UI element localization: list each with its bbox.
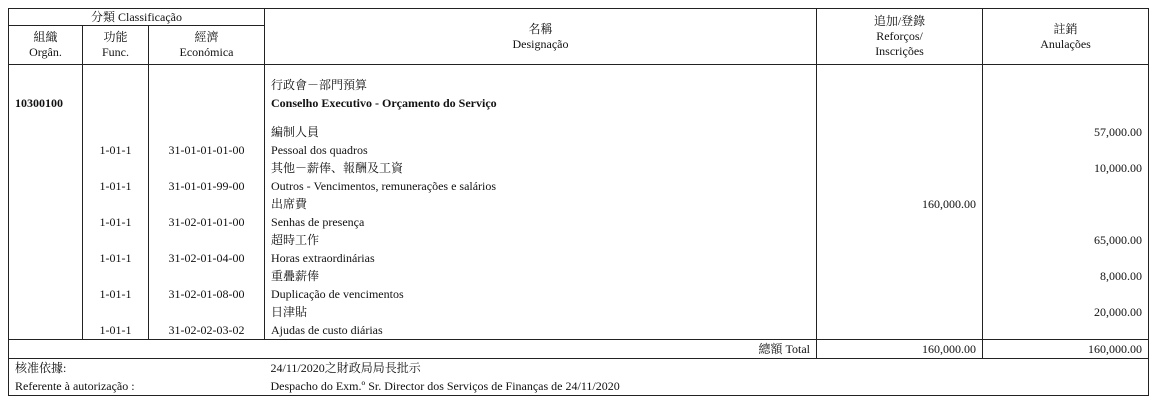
function-column	[83, 65, 149, 340]
reinforcement-header-pt1: Reforços/	[876, 29, 923, 43]
row-econ: 31-02-02-03-02	[168, 323, 245, 337]
department-name-zh: 行政會－部門預算	[271, 78, 368, 92]
total-label: 總額 Total	[9, 340, 817, 359]
row-func: 1-01-1	[99, 179, 132, 193]
row-name-zh: 重疊薪俸	[271, 269, 320, 283]
function-header	[83, 26, 149, 65]
row-econ: 31-02-01-01-00	[168, 215, 245, 229]
row-name-pt: Ajudas de custo diárias	[271, 323, 383, 337]
authorization-text-zh: 24/11/2020之財政局局長批示	[270, 361, 421, 375]
row-econ: 31-01-01-01-00	[168, 143, 245, 157]
table-body	[9, 65, 1149, 340]
row-annul: 20,000.00	[1094, 305, 1143, 319]
total-reinforce: 160,000.00	[817, 340, 983, 359]
department-code: 10300100	[15, 96, 63, 110]
economic-header-zh: 經濟	[194, 30, 219, 44]
row-reinforce	[823, 231, 976, 249]
row-reinforce	[823, 303, 976, 321]
organ-header-zh: 組織	[33, 30, 58, 44]
row-annul	[989, 195, 1142, 213]
economic-column	[149, 65, 265, 340]
annulment-header	[983, 9, 1149, 65]
annulment-column	[983, 65, 1149, 340]
row-func: 1-01-1	[99, 287, 132, 301]
department-name-pt: Conselho Executivo - Orçamento do Serviço	[271, 96, 497, 110]
row-func: 1-01-1	[99, 215, 132, 229]
annulment-header-pt: Anulações	[1040, 36, 1091, 51]
row-func: 1-01-1	[99, 251, 132, 265]
row-name-pt: Duplicação de vencimentos	[271, 287, 404, 301]
authorization-label-pt: Referente à autorização :	[15, 379, 135, 393]
row-econ: 31-02-01-08-00	[168, 287, 245, 301]
designation-header	[265, 9, 817, 65]
row-name-pt: Horas extraordinárias	[271, 251, 375, 265]
authorization-label-zh: 核准依據:	[15, 361, 67, 375]
row-name-zh: 出席費	[271, 197, 308, 211]
row-name-zh: 日津貼	[271, 305, 308, 319]
total-annul: 160,000.00	[983, 340, 1149, 359]
reinforcement-header-zh: 追加/登錄	[873, 14, 926, 28]
row-annul: 65,000.00	[1094, 233, 1143, 247]
row-annul: 10,000.00	[1094, 161, 1143, 175]
organ-header-pt: Orgân.	[29, 45, 62, 59]
row-name-zh: 其他－薪俸、報酬及工資	[271, 161, 404, 175]
organ-column	[9, 65, 83, 340]
row-annul: 8,000.00	[1100, 269, 1143, 283]
authorization-row	[9, 359, 1149, 396]
row-reinforce	[823, 159, 976, 177]
organ-header	[9, 26, 83, 65]
row-econ: 31-02-01-04-00	[168, 251, 245, 265]
authorization-label	[9, 359, 265, 396]
reinforcement-header-pt2: Inscrições	[875, 44, 924, 58]
row-func: 1-01-1	[99, 143, 132, 157]
economic-header	[149, 26, 265, 65]
row-name-pt: Outros - Vencimentos, remunerações e salários	[271, 179, 497, 193]
function-header-pt: Func.	[102, 45, 129, 59]
row-name-zh: 編制人員	[271, 125, 320, 139]
annulment-header-zh: 註銷	[1053, 21, 1078, 36]
economic-header-pt: Económica	[179, 45, 234, 59]
row-reinforce: 160,000.00	[922, 197, 977, 211]
authorization-text	[265, 359, 1149, 396]
total-row	[9, 340, 1149, 359]
row-name-pt: Pessoal dos quadros	[271, 143, 368, 157]
reinforcement-header	[817, 9, 983, 65]
row-reinforce	[823, 267, 976, 285]
row-func: 1-01-1	[99, 323, 132, 337]
reinforcement-column	[817, 65, 983, 340]
designation-header-pt: Designação	[512, 36, 569, 51]
row-name-pt: Senhas de presença	[271, 215, 365, 229]
function-header-zh: 功能	[103, 30, 128, 44]
row-annul: 57,000.00	[1094, 125, 1143, 139]
budget-table	[8, 8, 1149, 396]
row-reinforce	[823, 123, 976, 141]
row-name-zh: 超時工作	[271, 233, 320, 247]
designation-header-zh: 名稱	[528, 21, 553, 36]
classification-header: 分類 Classificação	[9, 9, 265, 26]
row-econ: 31-01-01-99-00	[168, 179, 245, 193]
designation-column	[265, 65, 817, 340]
authorization-text-pt: Despacho do Exm.º Sr. Director dos Serviços de Finanças de 24/11/2020	[270, 379, 620, 393]
